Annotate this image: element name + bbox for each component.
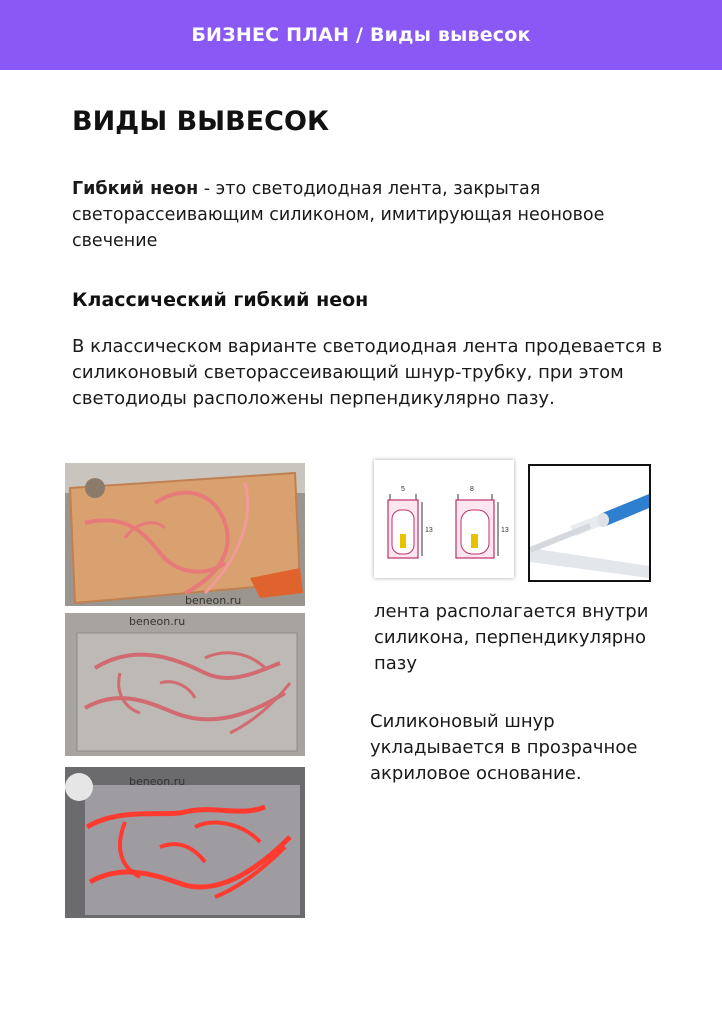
profile-diagram-icon [374, 460, 514, 578]
neon-assembly-photo [65, 463, 305, 606]
header-breadcrumb: БИЗНЕС ПЛАН / Виды вывесок [191, 24, 531, 46]
intro-definition: - это светодиодная лента, закрытая светорассеивающим силиконом, имитирующая неоновое свечение [72, 179, 605, 251]
neon-on-acrylic-photo-icon [65, 613, 305, 756]
dim-height-13-right: 13 [501, 527, 509, 534]
section-paragraph: В классическом варианте светодиодная лента продевается в силиконовый светорассеивающий шнур-трубку, при этом светодиоды расположены перпендикулярно пазу. [72, 336, 663, 409]
neon-assembly-photo-icon [65, 463, 305, 606]
silicone-cord-photo-icon [530, 466, 649, 580]
header-bar [0, 0, 722, 70]
neon-on-acrylic-photo [65, 613, 305, 756]
photo-watermark: beneon.ru [129, 615, 186, 628]
neon-profile-diagram [374, 460, 514, 578]
intro-term: Гибкий неон [72, 179, 199, 199]
section-heading: Классический гибкий неон [72, 289, 369, 311]
photo-watermark: beneon.ru [129, 775, 186, 788]
caption-acrylic-base: Силиконовый шнур укладывается в прозрачное акриловое основание. [370, 711, 638, 784]
neon-glowing-photo [65, 767, 305, 918]
page-title: ВИДЫ ВЫВЕСОК [72, 106, 330, 137]
dim-height-13-left: 13 [425, 527, 433, 534]
photo-watermark: beneon.ru [185, 594, 242, 606]
dim-width-8: 8 [470, 486, 474, 493]
caption-led-position: лента располагается внутри силикона, перпендикулярно пазу [374, 601, 649, 674]
intro-paragraph [72, 176, 672, 254]
dim-width-5: 5 [401, 486, 405, 493]
silicone-cord-photo [528, 464, 651, 582]
neon-glowing-photo-icon [65, 767, 305, 918]
